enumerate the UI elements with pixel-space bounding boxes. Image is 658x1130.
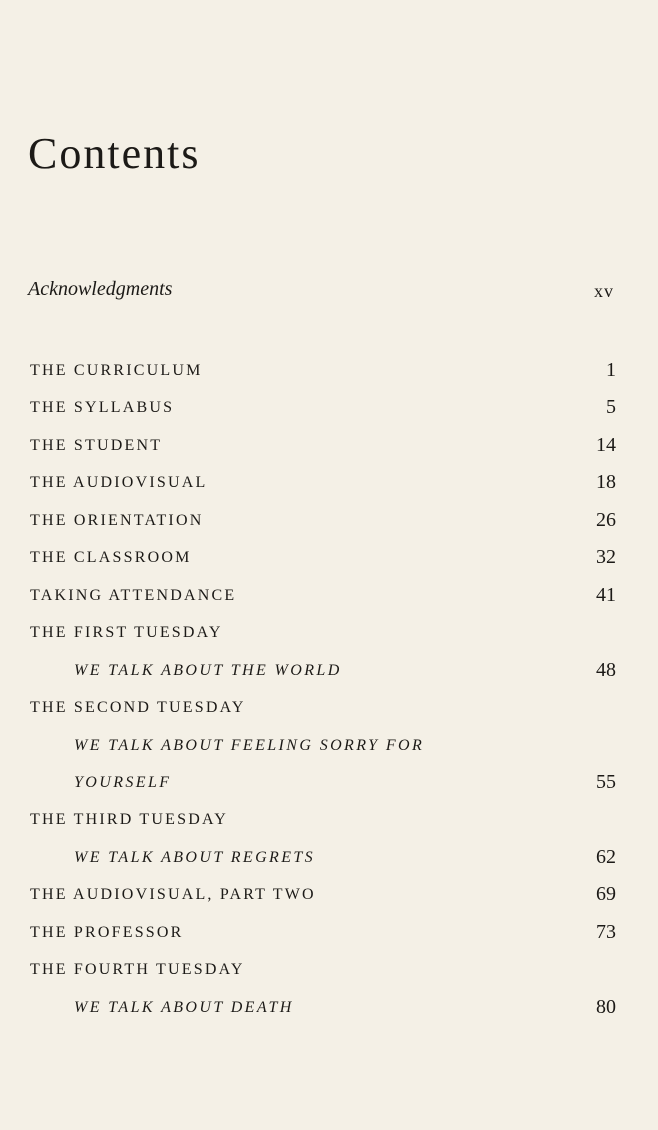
toc-entry-label: THE ORIENTATION xyxy=(30,511,204,529)
toc-entry xyxy=(0,883,658,916)
toc-entry-label: WE TALK ABOUT DEATH xyxy=(74,998,294,1016)
toc-entry xyxy=(0,961,658,991)
toc-entry-label: WE TALK ABOUT REGRETS xyxy=(74,848,316,866)
toc-entry-label: TAKING ATTENDANCE xyxy=(30,586,237,604)
toc-entry-page: 69 xyxy=(596,883,616,906)
toc-entry-label: THE CURRICULUM xyxy=(30,362,203,379)
toc-entry xyxy=(0,845,658,879)
toc-acknowledgments-page: xv xyxy=(594,281,614,301)
toc-entry xyxy=(0,920,658,954)
toc-entry xyxy=(0,508,658,542)
toc-entry-page: 80 xyxy=(596,995,616,1018)
toc-entry xyxy=(0,995,658,1029)
toc-entry-page: 41 xyxy=(596,583,616,606)
toc-entry-label: THE AUDIOVISUAL, PART TWO xyxy=(30,886,316,904)
toc-entry-label: WE TALK ABOUT THE WORLD xyxy=(74,661,342,679)
toc-entry-page: 1 xyxy=(606,359,616,381)
toc-entry-page: 5 xyxy=(606,396,616,419)
toc-entry-label: YOURSELF xyxy=(74,773,172,791)
toc-entry xyxy=(0,359,658,392)
toc-entry-page: 55 xyxy=(596,770,616,793)
toc-entry-label: THE PROFESSOR xyxy=(30,923,184,941)
toc-entry xyxy=(0,737,658,767)
toc-entry xyxy=(0,624,658,654)
toc-entry-label: THE AUDIOVISUAL xyxy=(30,474,208,492)
toc-entry-page: 26 xyxy=(596,508,616,531)
toc-entry xyxy=(0,396,658,429)
toc-entry-label: THE SYLLABUS xyxy=(30,399,175,417)
toc-acknowledgments-label: Acknowledgments xyxy=(28,278,173,300)
toc-entry-label: THE SECOND TUESDAY xyxy=(30,699,246,717)
toc-entry xyxy=(0,658,658,692)
toc-entry-page: 18 xyxy=(596,471,616,494)
toc-entry-page: 48 xyxy=(596,658,616,681)
toc-entry-label: THE FIRST TUESDAY xyxy=(30,624,223,642)
toc-entry-page: 32 xyxy=(596,546,616,569)
toc-entry xyxy=(0,811,658,841)
toc-entry-label: THE CLASSROOM xyxy=(30,549,192,567)
toc-entry xyxy=(0,770,658,804)
toc-entry xyxy=(0,583,658,617)
toc-entry-page: 62 xyxy=(596,845,616,868)
toc-entry xyxy=(0,433,658,467)
toc-entry-label: THE FOURTH TUESDAY xyxy=(30,961,245,979)
toc-entry-label: WE TALK ABOUT FEELING SORRY FOR xyxy=(74,736,425,754)
toc-entry-label: THE THIRD TUESDAY xyxy=(30,811,229,829)
page-title: Contents xyxy=(28,129,201,178)
toc-entry-page: 14 xyxy=(596,433,616,456)
toc-entry-label: THE STUDENT xyxy=(30,436,163,454)
toc-entry-page: 73 xyxy=(596,920,616,943)
toc-entry xyxy=(0,699,658,729)
toc-entry xyxy=(0,546,658,579)
toc-entry xyxy=(0,471,658,504)
